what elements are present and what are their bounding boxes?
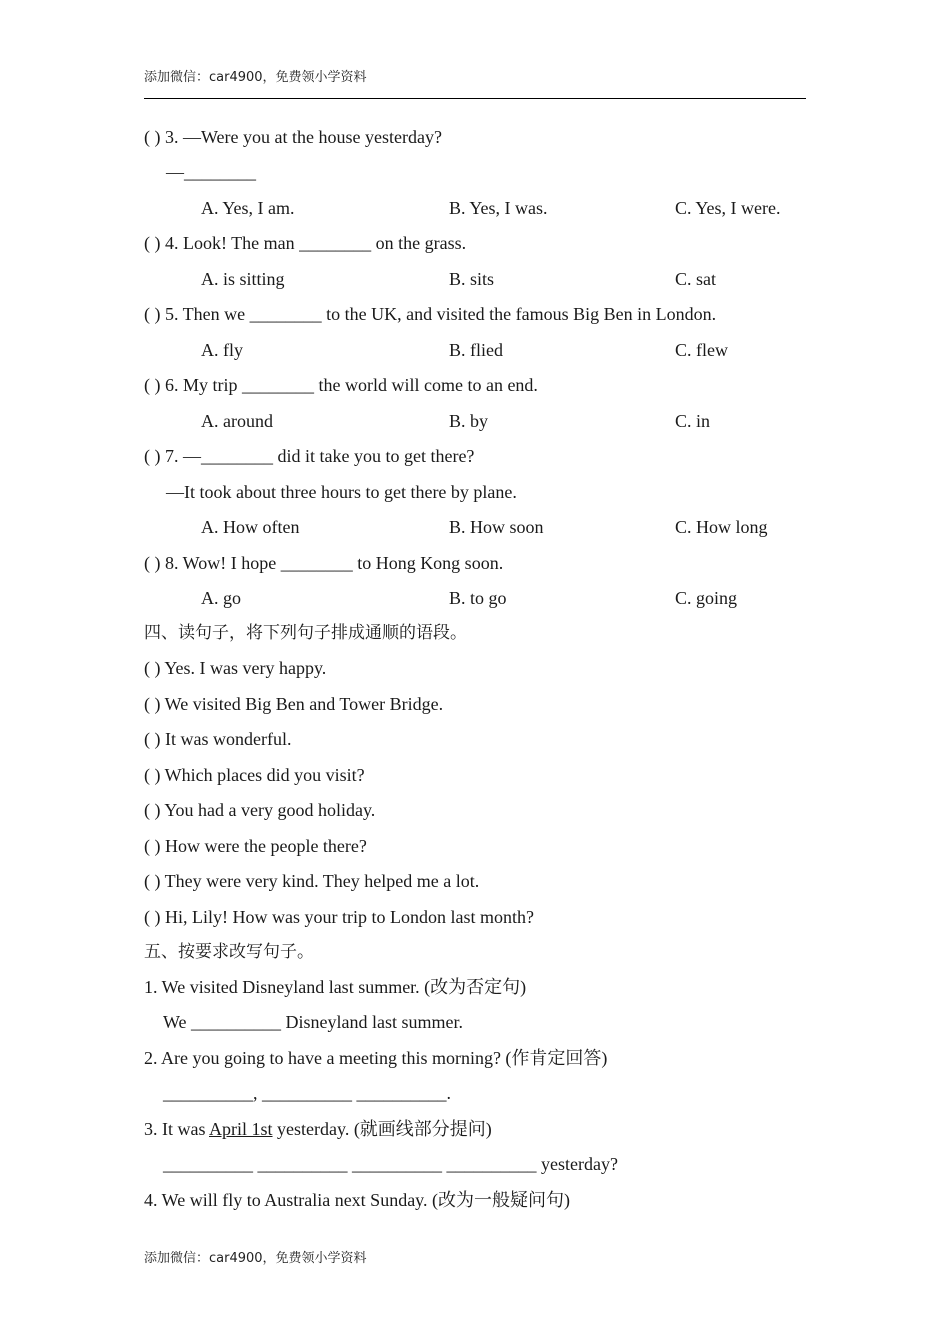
question-7-option-b: B. How soon [449,517,544,537]
ordering-item: ( ) It was wonderful. [144,729,292,749]
ordering-item: ( ) How were the people there? [144,836,367,856]
rewrite-question-3-pre: 3. It was [144,1119,209,1139]
question-3-option-b: B. Yes, I was. [449,198,548,218]
question-4: ( ) 4. Look! The man ________ on the grass. [144,233,467,253]
question-5-option-c: C. flew [675,340,728,360]
ordering-item: ( ) Which places did you visit? [144,765,365,785]
question-3-option-a: A. Yes, I am. [201,198,295,218]
rewrite-question-2: 2. Are you going to have a meeting this morning? (作肯定回答) [144,1048,608,1068]
page-footer: 添加微信：car4900，免费领小学资料 [144,1251,367,1266]
header-rule [144,98,806,99]
question-5-option-a: A. fly [201,340,243,360]
ordering-item: ( ) We visited Big Ben and Tower Bridge. [144,694,444,714]
page-header: 添加微信：car4900，免费领小学资料 [144,70,367,85]
question-3-option-c: C. Yes, I were. [675,198,781,218]
rewrite-question-4: 4. We will fly to Australia next Sunday. (改为一般疑问句) [144,1190,571,1210]
rewrite-answer-3: __________ __________ __________ __________ yesterday? [163,1154,618,1174]
ordering-item: ( ) They were very kind. They helped me a lot. [144,871,480,891]
underlined-phrase: April 1st [209,1119,273,1139]
rewrite-question-1: 1. We visited Disneyland last summer. (改为否定句) [144,977,527,997]
section-5-title: 五、按要求改写句子。 [144,942,314,962]
rewrite-answer-2: __________, __________ __________. [163,1083,451,1103]
question-6-option-b: B. by [449,411,489,431]
ordering-item: ( ) You had a very good holiday. [144,800,376,820]
question-4-option-b: B. sits [449,269,495,289]
question-8-option-b: B. to go [449,588,507,608]
question-3: ( ) 3. —Were you at the house yesterday? [144,127,442,147]
question-5: ( ) 5. Then we ________ to the UK, and visited the famous Big Ben in London. [144,304,717,324]
question-8-option-a: A. go [201,588,241,608]
question-6-option-a: A. around [201,411,273,431]
ordering-item: ( ) Yes. I was very happy. [144,658,327,678]
rewrite-question-3-post: yesterday. (就画线部分提问) [272,1119,492,1139]
question-8-option-c: C. going [675,588,738,608]
section-4-title: 四、读句子，将下列句子排成通顺的语段。 [144,623,467,643]
question-4-option-c: C. sat [675,269,717,289]
question-4-option-a: A. is sitting [201,269,285,289]
question-6-option-c: C. in [675,411,711,431]
question-7-option-c: C. How long [675,517,768,537]
question-8: ( ) 8. Wow! I hope ________ to Hong Kong soon. [144,553,504,573]
question-6: ( ) 6. My trip ________ the world will come to an end. [144,375,538,395]
rewrite-answer-1: We __________ Disneyland last summer. [163,1012,464,1032]
question-3-answer-line: —________ [166,162,256,182]
question-7: ( ) 7. —________ did it take you to get there? [144,446,475,466]
ordering-item: ( ) Hi, Lily! How was your trip to London last month? [144,907,534,927]
question-7-answer-line: —It took about three hours to get there by plane. [166,482,517,502]
question-7-option-a: A. How often [201,517,300,537]
question-5-option-b: B. flied [449,340,503,360]
rewrite-question-3 [144,1118,492,1140]
